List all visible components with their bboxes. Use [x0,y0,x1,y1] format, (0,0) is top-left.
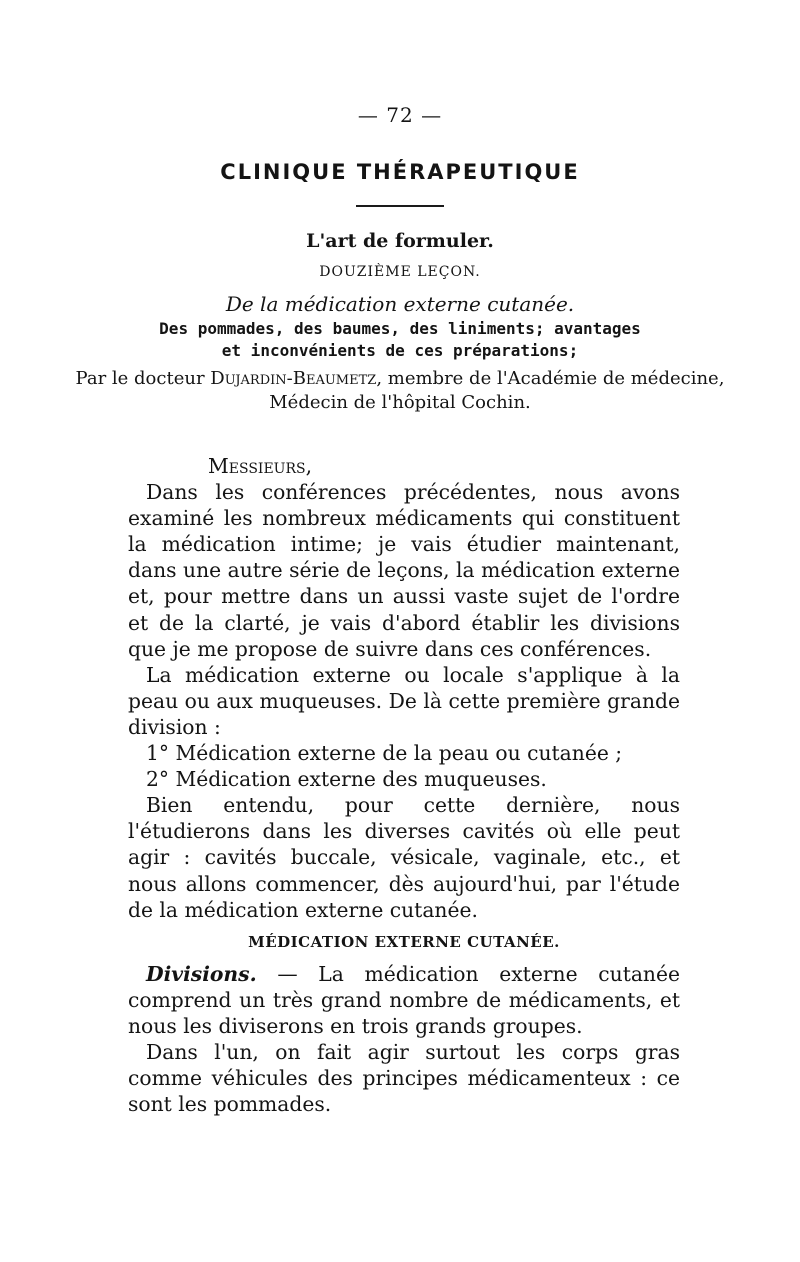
divisions-label: Divisions. [146,961,257,986]
author-line-2: Médecin de l'hôpital Cochin. [269,392,531,413]
section-title: MÉDICATION EXTERNE CUTANÉE. [248,932,560,951]
author-line-1 [0,367,800,391]
list-item-2: 2° Médication externe des muqueuses. [146,767,547,792]
paragraph-1: Dans les conférences précédentes, nous avons examiné les nombreux médicaments qui constituent la médication intime; je vais étudier maintenant, dans une autre série de leçons, la médication externe et, pour mettre dans un aussi vaste sujet de l'ordre et de la clarté, je vais d'abord établir les divisions que je me propose de suivre dans ces conférences. [128,480,680,661]
paragraph-2: La médication externe ou locale s'applique à la peau ou aux muqueuses. De là cette première grande division : [128,662,680,739]
topic-line-1: Des pommades, des baumes, des liniments; avantages [159,319,641,338]
title-divider [356,205,444,207]
paragraph-3: Bien entendu, pour cette dernière, nous l'étudierons dans les diverses cavités où elle peut agir : cavités buccale, vésicale, vaginale, etc., et nous allons commencer, dès aujourd'hui, par l'étude de la médication externe cutanée. [128,793,680,922]
topic-line-2: et inconvénients de ces préparations; [221,341,579,360]
list-item-1: 1° Médication externe de la peau ou cutanée ; [146,741,623,766]
salutation: Messieurs, [208,454,313,478]
author-suffix: , membre de l'Académie de médecine, [376,368,725,389]
lecon-number: DOUZIÈME LEÇON. [319,264,481,280]
author-name: Dujardin-Beaumetz [210,368,377,389]
page-number: — 72 — [357,103,443,127]
article-body [128,453,680,1117]
article-topics [0,318,800,362]
paragraph-4 [128,961,680,1039]
author-block [0,367,800,415]
article-subject: De la médication externe cutanée. [225,292,575,316]
paragraph-5: Dans l'un, on fait agir surtout les corps gras comme véhicules des principes médicamenteux : ce sont les pommades. [128,1040,680,1117]
journal-title: CLINIQUE THÉRAPEUTIQUE [220,160,580,184]
article-heading: L'art de formuler. [306,230,494,252]
paragraph-4-text: — La médication externe cutanée comprend un très grand nombre de médicaments, et nous les diviserons en trois grands groupes. [128,961,680,1038]
author-prefix: Par le docteur [75,368,211,389]
